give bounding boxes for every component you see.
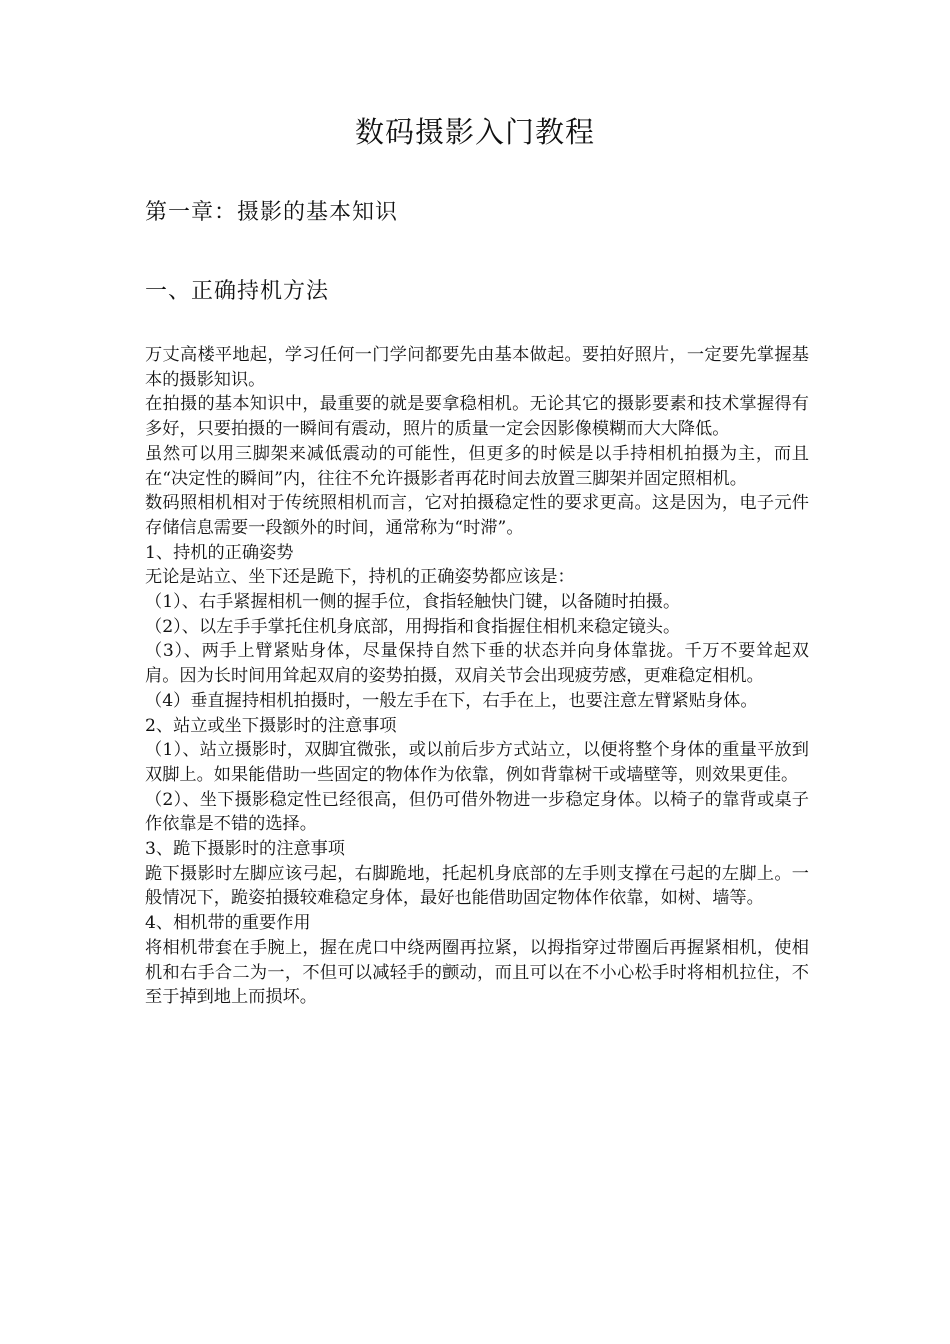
- list-item: （2）、坐下摄影稳定性已经很高，但仍可借外物进一步稳定身体。以椅子的靠背或桌子作依靠是不错的选择。: [145, 789, 809, 835]
- list-item: （4）垂直握持相机拍摄时，一般左手在下，右手在上，也要注意左臂紧贴身体。: [145, 690, 758, 711]
- subheading: 1、持机的正确姿势: [145, 542, 294, 563]
- subheading: 4、相机带的重要作用: [145, 913, 311, 934]
- paragraph: 数码照相机相对于传统照相机而言，它对拍摄稳定性的要求更高。这是因为，电子元件存储信息需要一段额外的时间，通常称为“时滞”。: [145, 493, 809, 538]
- body-text: [145, 343, 809, 1010]
- subheading: 2、站立或坐下摄影时的注意事项: [145, 715, 397, 736]
- list-item: （1）、站立摄影时，双脚宜微张，或以前后步方式站立，以便将整个身体的重量平放到双脚上。如果能借助一些固定的物体作为依靠，例如背靠树干或墙壁等，则效果更佳。: [145, 740, 809, 785]
- list-item: （1）、右手紧握相机一侧的握手位，食指轻触快门键，以备随时拍摄。: [145, 592, 681, 613]
- paragraph: 将相机带套在手腕上，握在虎口中绕两圈再拉紧，以拇指穿过带圈后再握紧相机，使相机和右手合二为一，不但可以减轻手的颤动，而且可以在不小心松手时将相机拉住，不至于掉到地上而损坏。: [145, 937, 809, 1008]
- paragraph: 跪下摄影时左脚应该弓起，右脚跪地，托起机身底部的左手则支撑在弓起的左脚上。一般情况下，跪姿拍摄较难稳定身体，最好也能借助固定物体作依靠，如树、墙等。: [145, 863, 809, 909]
- document-title: 数码摄影入门教程: [354, 115, 595, 149]
- list-item: （3）、两手上臂紧贴身体，尽量保持自然下垂的状态并向身体靠拢。千万不要耸起双肩。因为长时间用耸起双肩的姿势拍摄，双肩关节会出现疲劳感，更难稳定相机。: [145, 641, 809, 687]
- paragraph: 在拍摄的基本知识中，最重要的就是要拿稳相机。无论其它的摄影要素和技术掌握得有多好，只要拍摄的一瞬间有震动，照片的质量一定会因影像模糊而大大降低。: [145, 394, 809, 440]
- list-item: （2）、以左手手掌托住机身底部，用拇指和食指握住相机来稳定镜头。: [145, 616, 681, 637]
- paragraph: 虽然可以用三脚架来减低震动的可能性，但更多的时候是以手持相机拍摄为主，而且在“决定性的瞬间”内，往往不允许摄影者再花时间去放置三脚架并固定照相机。: [145, 443, 809, 489]
- subheading: 3、跪下摄影时的注意事项: [145, 839, 345, 860]
- paragraph: 万丈高楼平地起，学习任何一门学问都要先由基本做起。要拍好照片，一定要先掌握基本的摄影知识。: [145, 345, 809, 390]
- paragraph: 无论是站立、坐下还是跪下，持机的正确姿势都应该是：: [145, 567, 575, 588]
- section-heading: 一、正确持机方法: [145, 279, 330, 304]
- chapter-heading: 第一章：摄影的基本知识: [145, 200, 399, 225]
